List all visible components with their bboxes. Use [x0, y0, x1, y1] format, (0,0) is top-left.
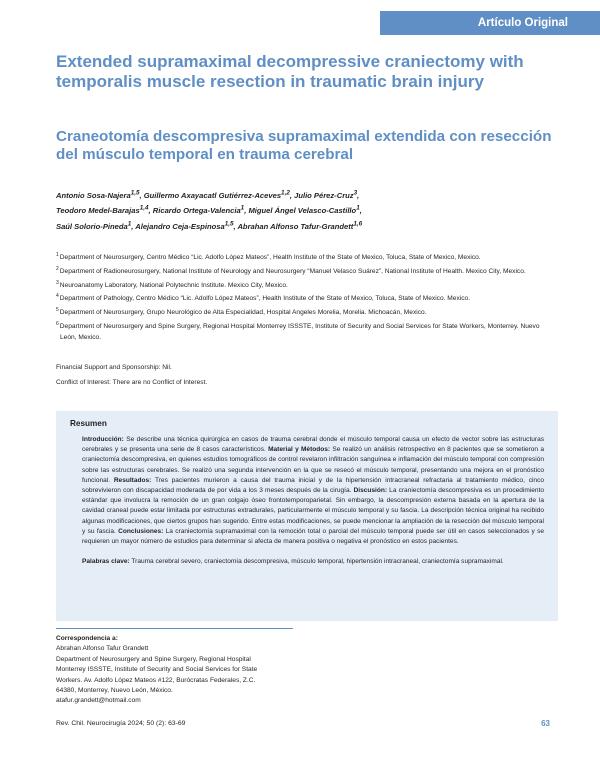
abstract-body: Introducción: Se describe una técnica quirúrgica en casos de trauma cerebral donde el músculo temporal causa un efecto de vector sobre las estructuras cerebrales y se presenta una serie de 8 casos característicos. Material y Métodos: Se realizó un análisis retrospectivo en 8 pacientes que se sometieron a craniectomía descompresiva, en quienes estudios tomográficos de control revelaron infiltración sanguínea e inflamación del músculo temporal con compresión sobre las estructuras cerebrales. Se realizó una segunda intervención en la que se resecó el músculo temporal, presentando una mejora en el pronóstico funcional. Resultados: Tres pacientes murieron a causa del trauma inicial y de la hipertensión intracraneal refractaria al tratamiento médico, cinco sobrevivieron con discapacidad moderada de por vida a los 3 meses después de la cirugía. Discusión: La craniectomía descompresiva es un procedimiento estándar que involucra la remoción de un gran colgajo óseo frontotemporoparietal. Sin embargo, la descompresión externa basada en la apertura de la cavidad craneal puede estar limitada por estructuras extradurales, particularmente el músculo temporal y su fascia. La descripción técnica original ha recibido algunas modificaciones, que ciertos grupos han sugerido. Entre estas modificaciones, se puede mencionar la ampliación de la resección del músculo temporal y su fascia. Conclusiones: La craniectomía supramaximal con la remoción total o parcial del músculo temporal puede ser útil en casos seleccionados y se requieren un mayor número de estudios para determinar si afecta de manera positiva o negativa el pronóstico en estos pacientes.	[82, 436, 544, 546]
abstract-box	[56, 411, 558, 621]
author: Abrahan Alfonso Tafur-Grandett$^{1,6}$	[237, 220, 363, 231]
correspondence-line: Workers. Av. Adolfo López Mateos #122, Burócratas Federales, Z.C.	[56, 676, 256, 684]
correspondence-line: Abrahan Alfonso Tafur Grandett	[56, 645, 149, 653]
author: Alejandro Ceja-Espinosa$^{1,5}$,	[135, 220, 238, 231]
correspondence-block	[56, 634, 316, 707]
affiliation: $^3$Neuroanatomy Laboratory, National Polytechnic Institute. Mexico City, Mexico.	[56, 279, 288, 289]
affiliation: $^6$Department of Neurosurgery and Spine Surgery, Regional Hospital Monterrey ISSSTE, Institute of Security and Social Services for State Workers, Monterrey. Nuevo León, Mexico.	[56, 320, 540, 341]
author: Antonio Sosa-Najera$^{1,5}$,	[56, 189, 144, 200]
funding-statement: Financial Support and Sponsorship: Nil.	[56, 364, 172, 371]
correspondence-line: Department of Neurosurgery and Spine Surgery, Regional Hospital	[56, 655, 251, 663]
affiliation: $^5$Department of Neurosurgery, Grupo Neurológico de Alta Especialidad, Hospital Angeles Morelia, Morelia. Michoacán, Mexico.	[56, 307, 427, 317]
affiliation-list	[56, 250, 556, 343]
correspondence-email[interactable]: atafur.grandett@hotmail.com	[56, 697, 141, 705]
keywords: Palabras clave: Trauma cerebral severo, craniectomía descompresiva, músculo temporal, hipertensión intracraneal, craniectomía supramaximal.	[82, 558, 504, 566]
abstract-title: Resumen	[70, 419, 107, 428]
author: Saúl Solorio-Pineda$^1$,	[56, 220, 136, 231]
journal-citation: Rev. Chil. Neurocirugía 2024; 50 (2): 63-69	[56, 720, 186, 727]
affiliation: $^4$Department of Pathology, Centro Médico “Lic. Adolfo López Mateos”, Health Institute of the State of Mexico, Toluca, State of Mexico. Mexico.	[56, 293, 471, 303]
author: Teodoro Medel-Barajas$^{1,4}$,	[56, 204, 153, 216]
affiliation: $^2$Department of Radioneurosurgery, National Institute of Neurology and Neurosurgery “Manuel Velasco Suárez”, National Institute of Health. Mexico City, Mexico.	[56, 265, 526, 275]
correspondence-line: 64380, Monterrey, Nuevo León, México.	[56, 687, 173, 695]
article-type-label: Artículo Original	[477, 17, 568, 29]
correspondence-divider	[56, 628, 293, 629]
affiliation: $^1$Department of Neurosurgery, Centro Médico “Lic. Adolfo López Mateos”, Health Institute of the State of Mexico, Toluca, State of Mexico, Mexico.	[56, 252, 481, 262]
author: Ricardo Ortega-Valencia$^1$,	[152, 204, 249, 216]
author: Julio Pérez-Cruz$^3$,	[294, 189, 360, 200]
correspondence-label: Correspondencia a:	[56, 635, 118, 642]
page-number: 63	[541, 719, 550, 728]
correspondence-line: Monterrey ISSSTE, Institute of Security and Social Services for State	[56, 666, 258, 674]
title-spanish: Craneotomía descompresiva supramaximal extendida con resección del músculo temporal en trauma cerebral	[56, 128, 552, 163]
author-list	[56, 186, 556, 233]
conflict-statement: Conflict of Interest: There are no Conflict of Interest.	[56, 379, 208, 386]
article-type-banner	[380, 11, 600, 35]
title-english: Extended supramaximal decompressive craniectomy with temporalis muscle resection in traumatic brain injury	[56, 52, 524, 91]
author: Guillermo Axayacatl Gutiérrez-Aceves$^{1,2}$,	[143, 189, 295, 200]
author: Miguel Ángel Velasco-Castillo$^1$,	[248, 204, 362, 216]
